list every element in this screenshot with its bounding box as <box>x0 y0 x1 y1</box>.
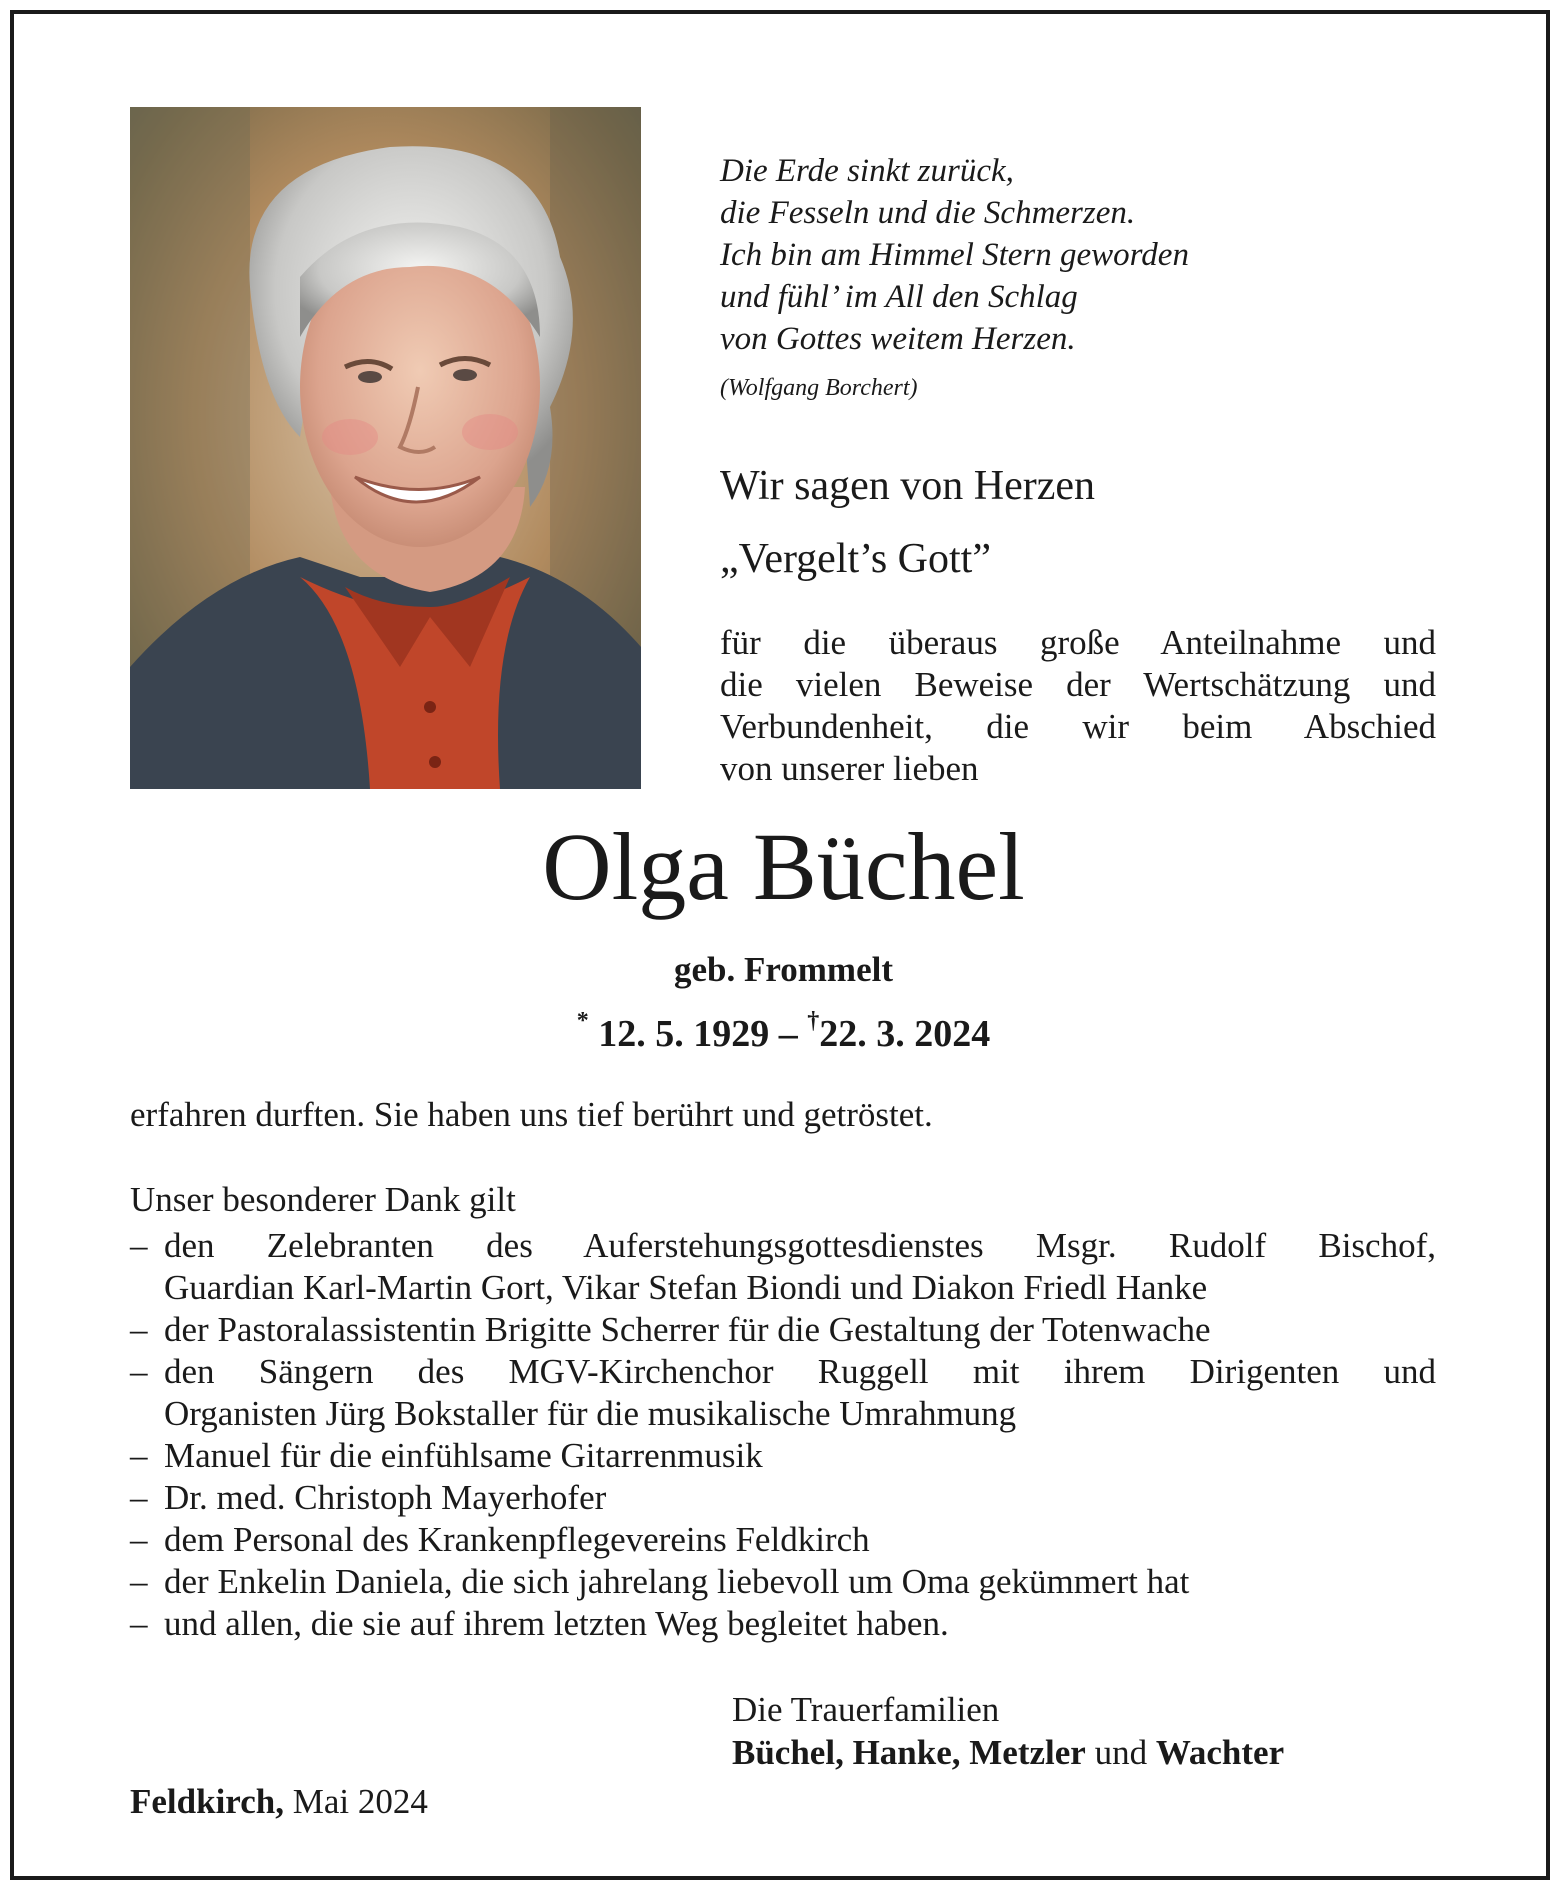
thanks-heading-line2: „Vergelt’s Gott” <box>720 536 991 582</box>
list-item <box>130 1309 1436 1351</box>
list-item-text: Organisten Jürg Bokstaller für die musikalische Umrahmung <box>164 1394 1017 1433</box>
poem <box>720 150 1189 360</box>
list-item-text: und allen, die sie auf ihrem letzten Weg begleitet haben. <box>164 1604 949 1643</box>
death-symbol: † <box>807 1008 820 1034</box>
list-item-text: Manuel für die einfühlsame Gitarrenmusik <box>164 1436 763 1475</box>
portrait-illustration <box>130 107 641 789</box>
poem-line: von Gottes weitem Herzen. <box>720 321 1076 357</box>
date-separator: – <box>778 1013 798 1055</box>
intro-line: von unserer lieben <box>720 749 979 788</box>
maiden-name: geb. Frommelt <box>673 950 893 989</box>
list-dash: – <box>130 1604 148 1643</box>
list-dash: – <box>130 1226 148 1265</box>
list-item-text: Guardian Karl-Martin Gort, Vikar Stefan Biondi und Diakon Friedl Hanke <box>164 1268 1208 1307</box>
list-item <box>130 1561 1436 1603</box>
list-dash: – <box>130 1436 148 1475</box>
poem-line: Die Erde sinkt zurück, <box>720 153 1014 189</box>
family-names <box>732 1733 1284 1773</box>
thanks-intro <box>720 622 1436 790</box>
list-dash: – <box>130 1520 148 1559</box>
poem-line: und fühl’ im All den Schlag <box>720 279 1078 315</box>
date: Mai 2024 <box>292 1782 428 1821</box>
portrait-photo <box>130 107 641 789</box>
birth-symbol: * <box>576 1008 589 1034</box>
family-last-name: Wachter <box>1155 1733 1285 1772</box>
list-item <box>130 1435 1436 1477</box>
thanks-heading-line1: Wir sagen von Herzen <box>720 463 1095 509</box>
list-item-text: den Zelebranten des Auferstehungsgottesdienstes Msgr. Rudolf Bischof, <box>164 1226 1436 1265</box>
family-connector: und <box>1094 1733 1148 1772</box>
intro-line: Verbundenheit, die wir beim Abschied <box>720 707 1436 746</box>
list-dash: – <box>130 1478 148 1517</box>
poem-author: (Wolfgang Borchert) <box>720 375 918 401</box>
list-item <box>130 1351 1436 1435</box>
poem-line: die Fesseln und die Schmerzen. <box>720 195 1136 231</box>
list-item-text: der Enkelin Daniela, die sich jahrelang liebevoll um Oma gekümmert hat <box>164 1562 1190 1601</box>
list-item <box>130 1477 1436 1519</box>
family-heading: Die Trauerfamilien <box>732 1690 1000 1729</box>
family-names-bold: Büchel, Hanke, Metzler <box>732 1733 1086 1772</box>
life-dates <box>0 1008 1567 1056</box>
list-item <box>130 1603 1436 1645</box>
list-item-text: der Pastoralassistentin Brigitte Scherrer für die Gestaltung der Totenwache <box>164 1310 1211 1349</box>
intro-line: die vielen Beweise der Wertschätzung und <box>720 665 1436 704</box>
thanks-list <box>130 1225 1436 1645</box>
deceased-name: Olga Büchel <box>542 813 1025 920</box>
poem-line: Ich bin am Himmel Stern geworden <box>720 237 1189 273</box>
list-item <box>130 1225 1436 1309</box>
list-dash: – <box>130 1562 148 1601</box>
place-date <box>130 1782 428 1822</box>
closing-sentence: erfahren durften. Sie haben uns tief berührt und getröstet. <box>130 1095 933 1134</box>
list-dash: – <box>130 1310 148 1349</box>
list-dash: – <box>130 1352 148 1391</box>
dank-heading: Unser besonderer Dank gilt <box>130 1180 516 1219</box>
list-item-text: dem Personal des Krankenpflegevereins Feldkirch <box>164 1520 870 1559</box>
intro-line: für die überaus große Anteilnahme und <box>720 623 1436 662</box>
birth-date: 12. 5. 1929 <box>598 1013 770 1055</box>
place: Feldkirch, <box>130 1782 284 1821</box>
death-date: 22. 3. 2024 <box>819 1013 991 1055</box>
list-item <box>130 1519 1436 1561</box>
list-item-text: Dr. med. Christoph Mayerhofer <box>164 1478 607 1517</box>
list-item-text: den Sängern des MGV-Kirchenchor Ruggell mit ihrem Dirigenten und <box>164 1352 1436 1391</box>
